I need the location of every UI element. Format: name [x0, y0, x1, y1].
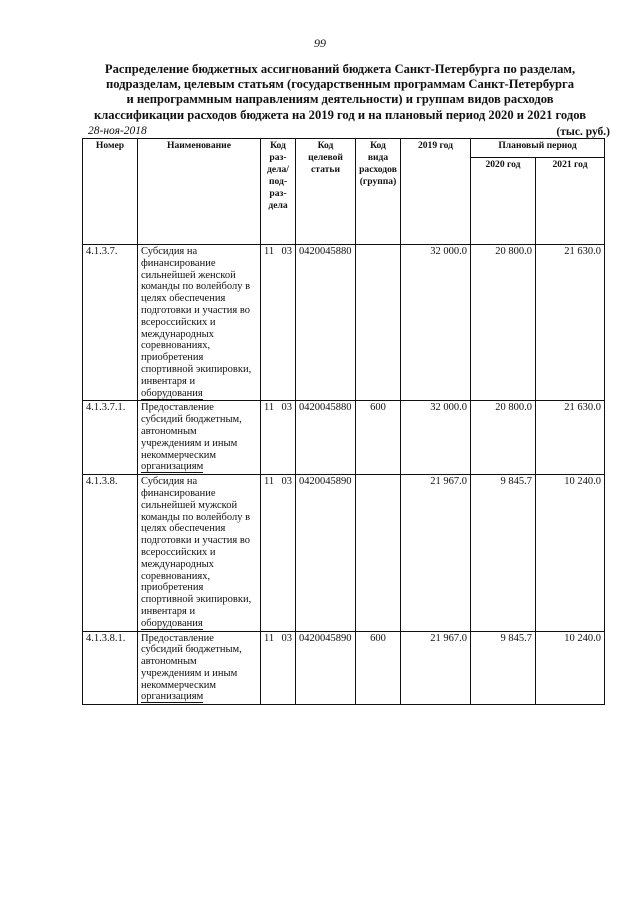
row-number: 4.1.3.7.1.	[83, 401, 138, 475]
header-planned-period: Плановый период	[471, 139, 605, 158]
header-section-code: Код раз-дела/ под-раз-дела	[261, 139, 296, 245]
row-2019: 21 967.0	[401, 631, 471, 705]
table-row	[83, 401, 605, 475]
row-2021: 21 630.0	[536, 245, 605, 401]
row-section-code	[261, 631, 296, 705]
table-row	[83, 631, 605, 705]
row-number: 4.1.3.8.1.	[83, 631, 138, 705]
row-name	[138, 401, 261, 475]
budget-table	[82, 138, 605, 705]
row-name-text: Предоставление субсидий бюджетным, автономным учреждениям и иным некоммерческим	[141, 632, 242, 691]
row-2019: 21 967.0	[401, 475, 471, 631]
subsection: 03	[281, 632, 292, 644]
row-section-code	[261, 475, 296, 631]
row-target-code: 0420045880	[296, 245, 356, 401]
document-title	[60, 62, 620, 123]
title-line: подразделам, целевым статьям (государственным программам Санкт-Петербурга	[105, 77, 575, 92]
row-name-text: Предоставление субсидий бюджетным, автономным учреждениям и иным некоммерческим	[141, 402, 242, 461]
subsection: 03	[281, 246, 292, 257]
table-row	[83, 475, 605, 631]
row-name	[138, 475, 261, 631]
header-name: Наименование	[138, 139, 261, 245]
units-label: (тыс. руб.)	[556, 126, 610, 138]
row-2021: 10 240.0	[536, 475, 605, 631]
subsection: 03	[281, 402, 292, 414]
row-section-code	[261, 245, 296, 401]
row-name-last: оборудования	[141, 387, 203, 399]
row-expense-type: 600	[356, 631, 401, 705]
section: 11	[264, 246, 275, 257]
row-2020: 9 845.7	[471, 475, 536, 631]
row-target-code: 0420045890	[296, 475, 356, 631]
header-2020: 2020 год	[471, 158, 536, 245]
row-name-last: оборудования	[141, 617, 203, 629]
title-line: и непрограммным направлениям деятельности) и группам видов расходов	[126, 92, 554, 107]
section: 11	[264, 632, 275, 644]
header-target-code: Код целевой статьи	[296, 139, 356, 245]
row-target-code: 0420045890	[296, 631, 356, 705]
table-row	[83, 245, 605, 401]
row-name-text: Субсидия на финансирование сильнейшей женской команды по волейболу в целях обеспечения подготовки и участия во всероссийских и международных соревнованиях, приобретения спортивной экипировки, инвентаря и	[141, 246, 252, 387]
row-2019: 32 000.0	[401, 245, 471, 401]
header-number: Номер	[83, 139, 138, 245]
row-2021: 21 630.0	[536, 401, 605, 475]
row-number: 4.1.3.8.	[83, 475, 138, 631]
row-name-last: организациям	[141, 461, 204, 473]
header-expense-type: Код вида расходов (группа)	[356, 139, 401, 245]
row-expense-type	[356, 475, 401, 631]
row-expense-type: 600	[356, 401, 401, 475]
row-name	[138, 245, 261, 401]
document-date: 28-ноя-2018	[88, 125, 147, 137]
section: 11	[264, 476, 275, 488]
row-name	[138, 631, 261, 705]
title-line: классификации расходов бюджета на 2019 год и на плановый период 2020 и 2021 годов	[93, 107, 587, 122]
row-2019: 32 000.0	[401, 401, 471, 475]
header-2019: 2019 год	[401, 139, 471, 245]
row-name-last: организациям	[141, 691, 204, 703]
row-2020: 20 800.0	[471, 245, 536, 401]
subsection: 03	[281, 476, 292, 488]
row-2020: 9 845.7	[471, 631, 536, 705]
section: 11	[264, 402, 275, 414]
title-line: Распределение бюджетных ассигнований бюджета Санкт-Петербурга по разделам,	[104, 62, 576, 76]
row-section-code	[261, 401, 296, 475]
row-2021: 10 240.0	[536, 631, 605, 705]
row-2020: 20 800.0	[471, 401, 536, 475]
row-target-code: 0420045880	[296, 401, 356, 475]
header-2021: 2021 год	[536, 158, 605, 245]
page-number: 99	[314, 36, 326, 50]
row-expense-type	[356, 245, 401, 401]
row-name-text: Субсидия на финансирование сильнейшей мужской команды по волейболу в целях обеспечения подготовки и участия во всероссийских и международных соревнованиях, приобретения спортивной экипировки, инвентаря и	[141, 476, 252, 617]
row-number: 4.1.3.7.	[83, 245, 138, 401]
